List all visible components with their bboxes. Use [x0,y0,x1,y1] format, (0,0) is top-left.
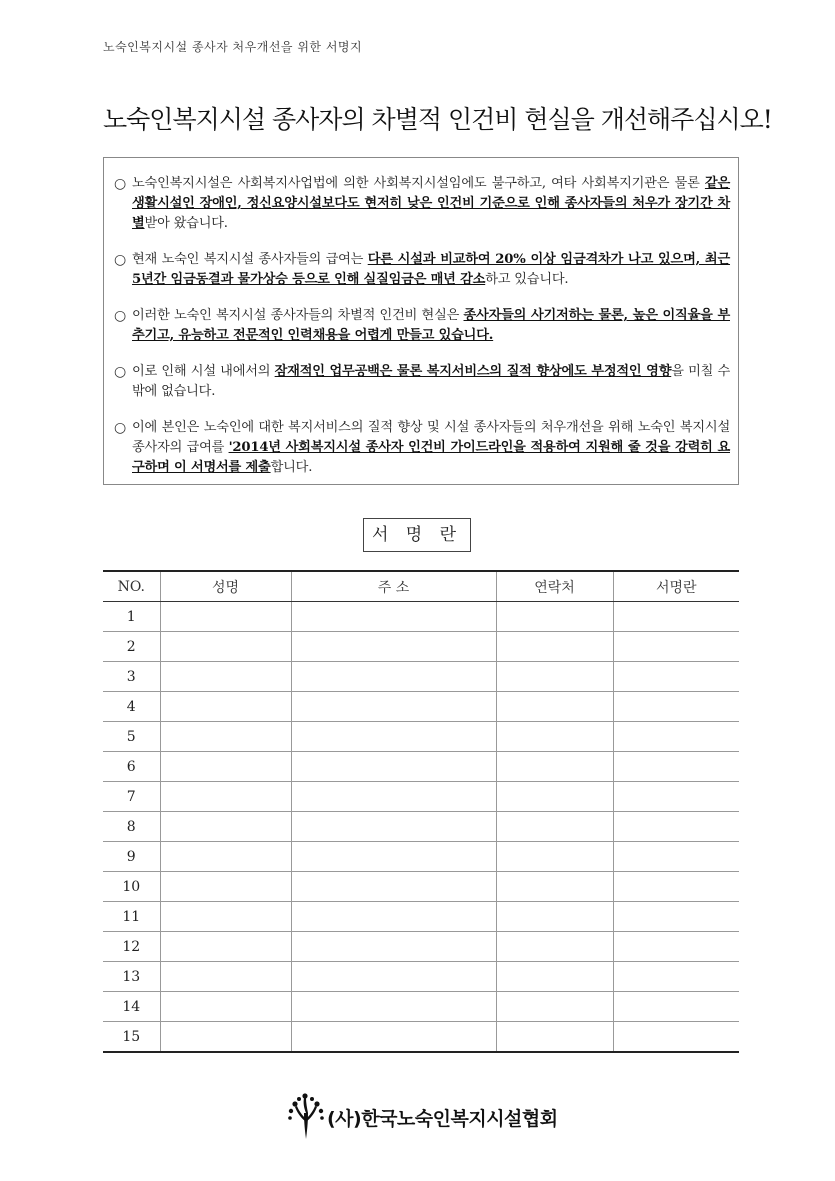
bullet-circle-icon: ○ [114,420,127,436]
contact-cell[interactable] [496,602,613,632]
table-row [103,992,739,1022]
signature-cell[interactable] [613,842,739,872]
paragraph-text [132,418,730,478]
address-cell[interactable] [291,782,496,812]
column-header-signature: 서명란 [613,571,739,602]
contact-cell[interactable] [496,812,613,842]
paragraph-text [132,306,730,346]
contact-cell[interactable] [496,752,613,782]
address-cell[interactable] [291,992,496,1022]
table-row [103,662,739,692]
table-header-row [103,571,739,602]
contact-cell[interactable] [496,932,613,962]
text-segment: 받아 왔습니다. [144,216,228,231]
table-row [103,752,739,782]
paragraph-3 [114,306,730,346]
row-number: 7 [103,782,160,812]
contact-cell[interactable] [496,872,613,902]
row-number: 15 [103,1022,160,1053]
emphasized-text: 같은 생활시설인 장애인, 정신요양시설보다도 현저히 낮은 인건비 기준으로 인해 종사자들의 처우가 장기간 차별 [132,176,730,231]
signature-cell[interactable] [613,1022,739,1053]
signature-cell[interactable] [613,752,739,782]
bullet-circle-icon: ○ [114,252,127,268]
name-cell[interactable] [160,872,291,902]
table-row [103,902,739,932]
contact-cell[interactable] [496,902,613,932]
row-number: 3 [103,662,160,692]
address-cell[interactable] [291,752,496,782]
row-number: 10 [103,872,160,902]
address-cell[interactable] [291,662,496,692]
name-cell[interactable] [160,992,291,1022]
signature-cell[interactable] [613,872,739,902]
bullet-circle-icon: ○ [114,176,127,192]
signature-cell[interactable] [613,722,739,752]
table-row [103,842,739,872]
address-cell[interactable] [291,1022,496,1053]
name-cell[interactable] [160,782,291,812]
row-number: 11 [103,902,160,932]
row-number: 1 [103,602,160,632]
signature-cell[interactable] [613,782,739,812]
table-row [103,932,739,962]
paragraph-1 [114,174,730,234]
organization-name: (사)한국노숙인복지시설협회 [327,1107,558,1130]
name-cell[interactable] [160,812,291,842]
name-cell[interactable] [160,962,291,992]
info-box [103,157,739,485]
contact-cell[interactable] [496,842,613,872]
name-cell[interactable] [160,632,291,662]
bullet-circle-icon: ○ [114,308,127,324]
page-title: 노숙인복지시설 종사자의 차별적 인건비 현실을 개선해주십시오! [103,105,772,134]
column-header-contact: 연락처 [496,571,613,602]
address-cell[interactable] [291,692,496,722]
address-cell[interactable] [291,602,496,632]
address-cell[interactable] [291,812,496,842]
name-cell[interactable] [160,602,291,632]
name-cell[interactable] [160,902,291,932]
name-cell[interactable] [160,752,291,782]
signature-cell[interactable] [613,692,739,722]
address-cell[interactable] [291,632,496,662]
paragraph-2 [114,250,730,290]
column-header-address: 주 소 [291,571,496,602]
signature-cell[interactable] [613,902,739,932]
paragraph-text [132,250,730,290]
name-cell[interactable] [160,932,291,962]
signature-table [103,570,739,1053]
emphasized-text: '2014년 사회복지시설 종사자 인건비 가이드라인을 적용하여 지원해 줄 것을 강력히 요구하며 이 서명서를 제출 [132,440,730,475]
contact-cell[interactable] [496,662,613,692]
address-cell[interactable] [291,932,496,962]
signature-section-title: 서 명 란 [363,518,471,552]
signature-cell[interactable] [613,812,739,842]
emphasized-text: 종사자들의 사기저하는 물론, 높은 이직율을 부추기고, 유능하고 전문적인 인력채용을 어렵게 만들고 있습니다. [132,308,730,343]
name-cell[interactable] [160,722,291,752]
address-cell[interactable] [291,902,496,932]
contact-cell[interactable] [496,722,613,752]
signature-cell[interactable] [613,962,739,992]
text-segment: 하고 있습니다. [485,272,569,287]
address-cell[interactable] [291,842,496,872]
organization-footer [287,1093,558,1141]
contact-cell[interactable] [496,782,613,812]
row-number: 13 [103,962,160,992]
row-number: 8 [103,812,160,842]
table-row [103,632,739,662]
text-segment: 이로 인해 시설 내에서의 [132,364,275,379]
row-number: 6 [103,752,160,782]
name-cell[interactable] [160,842,291,872]
name-cell[interactable] [160,692,291,722]
text-segment: 현재 노숙인 복지시설 종사자들의 급여는 [132,252,368,267]
name-cell[interactable] [160,1022,291,1053]
emphasized-text: 잠재적인 업무공백은 물론 복지서비스의 질적 향상에도 부정적인 영향 [274,364,672,379]
bullet-circle-icon: ○ [114,364,127,380]
name-cell[interactable] [160,662,291,692]
row-number: 9 [103,842,160,872]
contact-cell[interactable] [496,992,613,1022]
text-segment: 합니다. [270,460,313,475]
text-segment: 이에 본인은 노숙인에 대한 복지서비스의 질적 향상 및 시설 종사자들의 처우개선을 위해 노숙인 복지시설 종사자의 급여를 [132,420,730,455]
address-cell[interactable] [291,962,496,992]
signature-cell[interactable] [613,632,739,662]
table-row [103,872,739,902]
contact-cell[interactable] [496,962,613,992]
paragraph-5 [114,418,730,478]
table-row [103,812,739,842]
address-cell[interactable] [291,722,496,752]
table-row [103,722,739,752]
row-number: 14 [103,992,160,1022]
table-row [103,1022,739,1053]
document-header: 노숙인복지시설 종사자 처우개선을 위한 서명지 [103,40,363,54]
column-header-no: NO. [103,571,160,602]
table-row [103,782,739,812]
tree-logo-icon [287,1093,325,1141]
table-row [103,692,739,722]
contact-cell[interactable] [496,632,613,662]
paragraph-text [132,174,730,234]
paragraph-text [132,362,730,402]
paragraph-4 [114,362,730,402]
text-segment: 을 미칠 수 밖에 없습니다. [132,364,731,399]
emphasized-text: 다른 시설과 비교하여 20% 이상 임금격차가 나고 있으며, 최근 5년간 임금동결과 물가상승 등으로 인해 실질임금은 매년 감소 [132,252,731,287]
signature-cell[interactable] [613,932,739,962]
row-number: 2 [103,632,160,662]
contact-cell[interactable] [496,1022,613,1053]
address-cell[interactable] [291,872,496,902]
contact-cell[interactable] [496,692,613,722]
row-number: 4 [103,692,160,722]
table-body [103,602,739,1053]
column-header-name: 성명 [160,571,291,602]
signature-cell[interactable] [613,602,739,632]
text-segment: 이러한 노숙인 복지시설 종사자들의 차별적 인건비 현실은 [132,308,464,323]
row-number: 12 [103,932,160,962]
table-row [103,962,739,992]
text-segment: 노숙인복지시설은 사회복지사업법에 의한 사회복지시설임에도 불구하고, 여타 사회복지기관은 물론 [132,176,705,191]
signature-cell[interactable] [613,662,739,692]
signature-cell[interactable] [613,992,739,1022]
table-row [103,602,739,632]
row-number: 5 [103,722,160,752]
